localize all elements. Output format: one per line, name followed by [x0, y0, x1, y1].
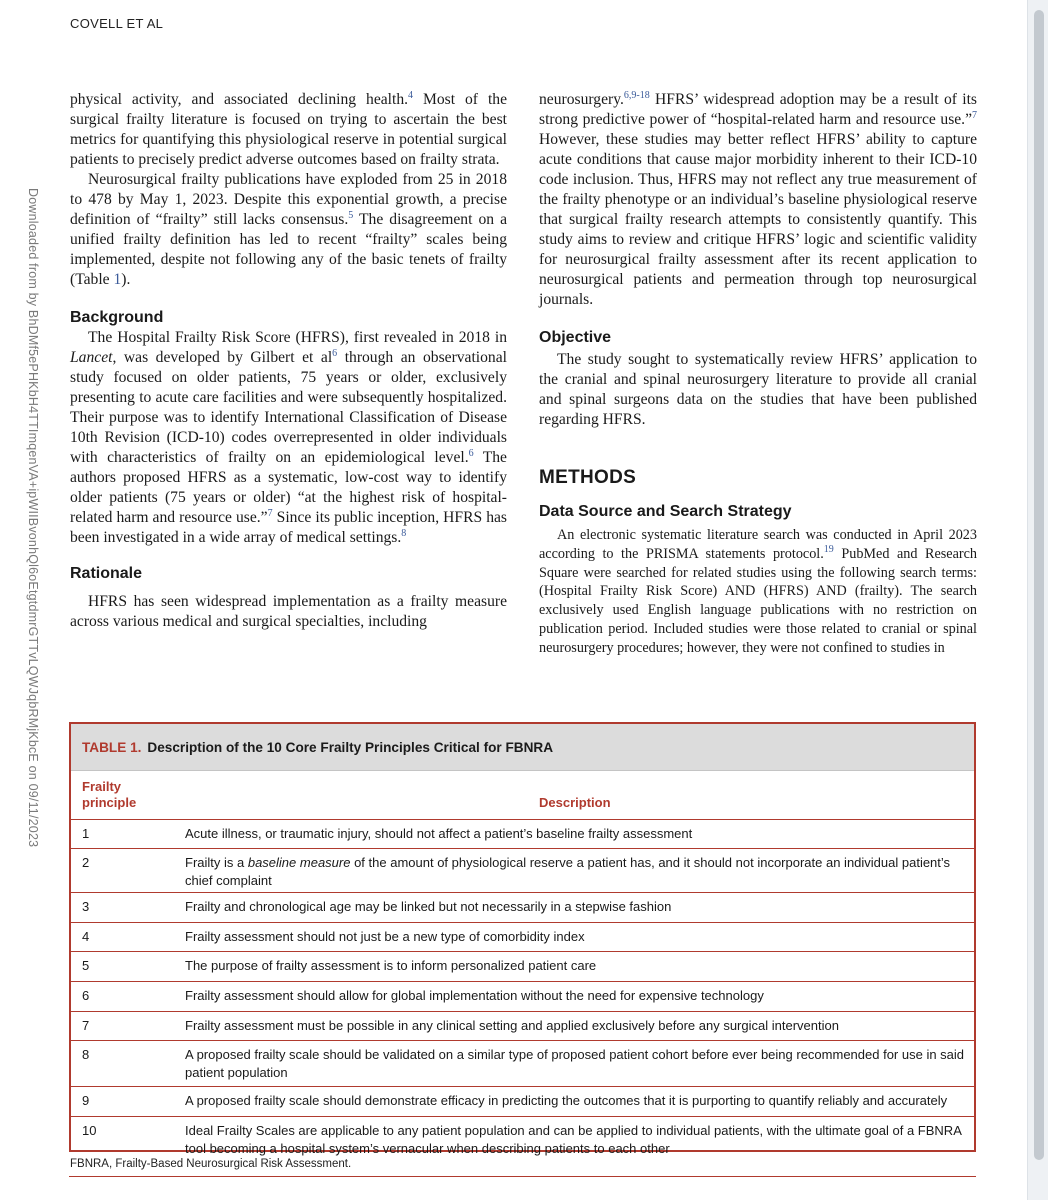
citation-link[interactable]: 6,9-18 — [623, 90, 650, 101]
principle-description: Frailty is a baseline measure of the amount of physiological reserve a patient has, and it should not incorporate an individual patient’s chief complaint — [185, 855, 951, 888]
scroll-thumb[interactable] — [1034, 10, 1044, 1160]
citation-link[interactable]: 8 — [401, 528, 407, 539]
principle-description: A proposed frailty scale should demonstrate efficacy in predicting the outcomes that it is purporting to quantify reliably and accurately — [185, 1093, 948, 1108]
citation-link[interactable]: 4 — [408, 90, 414, 101]
subsection-heading-data-source: Data Source and Search Strategy — [539, 503, 792, 520]
citation-link[interactable]: 5 — [348, 210, 354, 221]
principle-number: 2 — [82, 855, 90, 870]
table-link[interactable]: 1 — [113, 271, 122, 288]
table-row — [71, 849, 974, 893]
paragraph-hfrs-adoption: neurosurgery.$^{6,9-18}$ HFRS’ widespread adoption may be a result of its strong predictive power of “hospital-related harm and resource use.”$^7$ However, these studies may better reflect HFRS’ ability to capture acute conditions that cause major morbidity inherent to their ICD-10 code inclusion. Thus, HFRS may not reflect any true measurement of the frailty phenotype or an individual’s baseline physiological reserve that surgical frailty research attempts to consistently quantify. This study aims to review and critique HFRS’ logic and scientific validity for neurosurgical frailty assessment after its recent application to neurosurgical patients and permeation through top neurosurgical journals. — [539, 90, 977, 308]
table-row — [71, 952, 974, 982]
table-label: TABLE 1. — [82, 739, 142, 755]
table-1 — [69, 722, 976, 1156]
section-heading-rationale: Rationale — [70, 565, 143, 582]
right-column — [539, 90, 977, 658]
paragraph-background: The Hospital Frailty Risk Score (HFRS), first revealed in 2018 in Lancet, was developed by Gilbert et $al^6$ through an observational study focused on older patients, 75 years or older, exclusively presenting to acute care facilities and were subsequently hospitalized. Their purpose was to identify International Classification of Disease 10th Revision (ICD-10) codes overrepresented in older individuals with characteristics of frailty on an epidemiological level.$^6$ The authors proposed HFRS as a systematic, low-cost way to identify older patients (75 years or older) “at the highest risk of hospital-related harm and resource use.”$^7$ Since its public inception, HFRS has been investigated in a wide array of medical settings.$^8$ — [70, 329, 507, 546]
footnote-divider — [69, 1176, 976, 1177]
citation-link[interactable]: 6 — [332, 348, 338, 359]
column-header-principle: Frailty principle — [82, 779, 137, 810]
principle-number: 4 — [82, 929, 90, 944]
paragraph-objective: The study sought to systematically review HFRS’ application to the cranial and spinal neurosurgery literature to provide all cranial and spinal surgeons data on the studies that have been published regarding HFRS. — [539, 351, 977, 428]
principle-number: 9 — [82, 1093, 90, 1108]
table-row — [71, 820, 974, 849]
principle-description: Frailty and chronological age may be linked but not necessarily in a stepwise fashion — [185, 899, 672, 914]
section-heading-background: Background — [70, 309, 164, 326]
citation-link[interactable]: 6 — [468, 448, 474, 459]
principle-number: 7 — [82, 1018, 90, 1033]
citation-link[interactable]: 19 — [823, 543, 834, 555]
citation-link[interactable]: 7 — [972, 110, 977, 121]
table-row — [71, 982, 974, 1012]
principle-description: Ideal Frailty Scales are applicable to any patient population and can be applied to individual patients, with the ultimate goal of a FBNRA tool becoming a hospital system’s vernacular when describing patients to each other — [185, 1123, 962, 1156]
section-heading-methods: METHODS — [539, 467, 637, 488]
paragraph-intro: physical activity, and associated declining health.$^4$ Most of the surgical frailty literature is focused on trying to ascertain the best metrics for quantifying this physiological reserve in potential surgical patients to precisely predict adverse outcomes based on frailty strata. — [70, 90, 507, 168]
table-row — [71, 1012, 974, 1041]
download-watermark: Downloaded from by BhDMf5ePHKbH4TTImqenVA+ipWIIBvonhQl6oEtgtdmrGTTvLQWJqbRMjKbcE on 09/11/2023 — [26, 188, 40, 848]
paragraph-rationale: HFRS has seen widespread implementation as a frailty measure across various medical and surgical specialties, including — [70, 593, 507, 630]
scrollbar[interactable] — [1027, 0, 1048, 1200]
running-head: COVELL ET AL — [70, 16, 164, 31]
principle-description: The purpose of frailty assessment is to inform personalized patient care — [185, 958, 597, 973]
table-row — [71, 1117, 974, 1161]
principle-number: 1 — [82, 826, 90, 841]
table-header-row — [71, 771, 974, 820]
principle-number: 8 — [82, 1047, 90, 1062]
principle-number: 3 — [82, 899, 90, 914]
principle-number: 6 — [82, 988, 90, 1003]
principle-description: Frailty assessment must be possible in any clinical setting and applied exclusively before any surgical intervention — [185, 1018, 839, 1033]
table-caption — [71, 724, 974, 771]
left-column — [70, 90, 507, 632]
side-margin — [0, 0, 60, 1200]
paragraph-publications: Neurosurgical frailty publications have exploded from 25 in 2018 to 478 by May 1, 2023. Despite this exponential growth, a precise definition of “frailty” still lacks consensus.$^5$ The disagreement on a unified frailty definition has led to recent “frailty” scales being implemented, despite not following any of the basic tenets of frailty (Table 1). — [70, 171, 507, 288]
principle-description: A proposed frailty scale should be validated on a similar type of proposed patient cohort before ever being recommended for use in said patient population — [185, 1047, 965, 1080]
table-row — [71, 1087, 974, 1117]
principle-number: 5 — [82, 958, 90, 973]
principle-number: 10 — [82, 1123, 97, 1138]
table-title: Description of the 10 Core Frailty Principles Critical for FBNRA — [147, 739, 554, 755]
column-header-description: Description — [539, 795, 611, 810]
citation-link[interactable]: 7 — [267, 508, 273, 519]
principle-description: Frailty assessment should not just be a new type of comorbidity index — [185, 929, 585, 944]
section-heading-objective: Objective — [539, 329, 612, 346]
table-row — [71, 1041, 974, 1087]
principle-description: Frailty assessment should allow for global implementation without the need for expensive technology — [185, 988, 764, 1003]
table-row — [71, 893, 974, 923]
principle-description: Acute illness, or traumatic injury, should not affect a patient’s baseline frailty assessment — [185, 826, 693, 841]
paragraph-data-source: An electronic systematic literature search was conducted in April 2023 according to the PRISMA statements protocol.$^{19}$ PubMed and Research Square were searched for related studies using the following search terms: (Hospital Frailty Risk Score) AND (HFRS) AND (frailty). The search exclusively used English language publications with no restriction on publication period. Included studies were those related to cranial or spinal neurosurgery procedures; however, they were not confined to studies in — [539, 527, 977, 656]
table-footnote: FBNRA, Frailty-Based Neurosurgical Risk Assessment. — [70, 1158, 352, 1170]
table-row — [71, 923, 974, 952]
